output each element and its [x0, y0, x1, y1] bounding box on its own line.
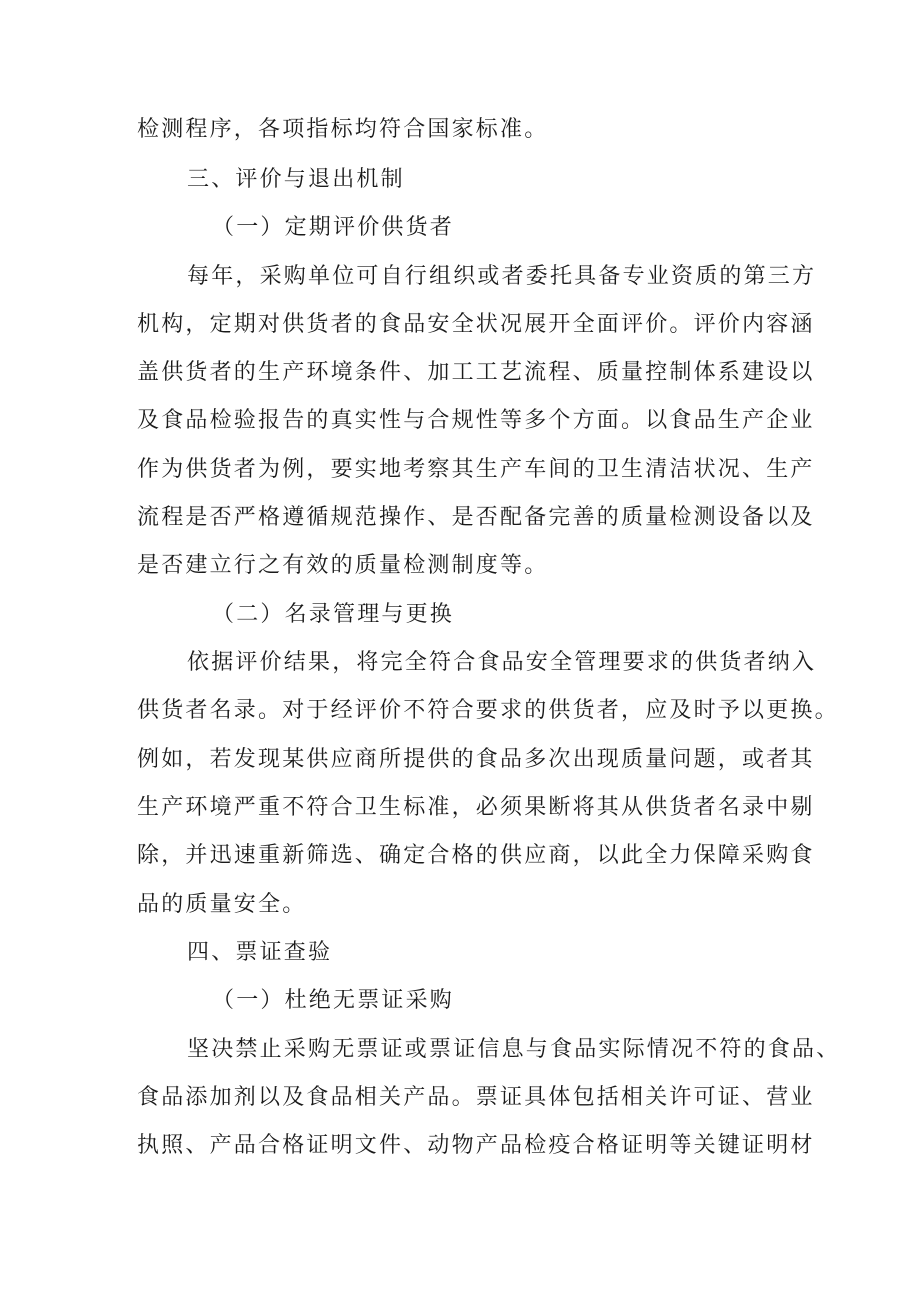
paragraph-line: 依据评价结果，将完全符合食品安全管理要求的供货者纳入 [187, 650, 817, 675]
paragraph-line: 作为供货者为例，要实地考察其生产车间的卫生清洁状况、生产 [137, 457, 815, 482]
paragraph-line: 盖供货者的生产环境条件、加工工艺流程、质量控制体系建设以 [137, 360, 815, 385]
section-heading: 四、票证查验 [187, 940, 333, 965]
section-heading: 三、评价与退出机制 [187, 167, 405, 192]
paragraph-line: 机构，定期对供货者的食品安全状况展开全面评价。评价内容涵 [137, 312, 815, 337]
paragraph-line: 食品添加剂以及食品相关产品。票证具体包括相关许可证、营业 [137, 1085, 815, 1110]
paragraph-line: 坚决禁止采购无票证或票证信息与食品实际情况不符的食品、 [187, 1037, 841, 1062]
paragraph-line: 是否建立行之有效的质量检测制度等。 [137, 553, 549, 578]
subsection-heading: （二）名录管理与更换 [212, 602, 455, 627]
paragraph-line: 品的质量安全。 [137, 892, 307, 917]
paragraph-line: 供货者名录。对于经评价不符合要求的供货者，应及时予以更换。 [137, 698, 839, 723]
subsection-heading: （一）定期评价供货者 [212, 215, 455, 240]
paragraph-line: 生产环境严重不符合卫生标准，必须果断将其从供货者名录中剔 [137, 795, 815, 820]
subsection-heading: （一）杜绝无票证采购 [212, 988, 455, 1013]
paragraph-line: 除，并迅速重新筛选、确定合格的供应商，以此全力保障采购食 [137, 843, 815, 868]
paragraph-line: 及食品检验报告的真实性与合规性等多个方面。以食品生产企业 [137, 408, 815, 433]
paragraph-line: 检测程序，各项指标均符合国家标准。 [137, 117, 549, 142]
paragraph-line: 流程是否严格遵循规范操作、是否配备完善的质量检测设备以及 [137, 505, 815, 530]
paragraph-line: 执照、产品合格证明文件、动物产品检疫合格证明等关键证明材 [137, 1133, 815, 1158]
paragraph-line: 例如，若发现某供应商所提供的食品多次出现质量问题，或者其 [137, 747, 815, 772]
paragraph-line: 每年，采购单位可自行组织或者委托具备专业资质的第三方 [187, 264, 817, 289]
